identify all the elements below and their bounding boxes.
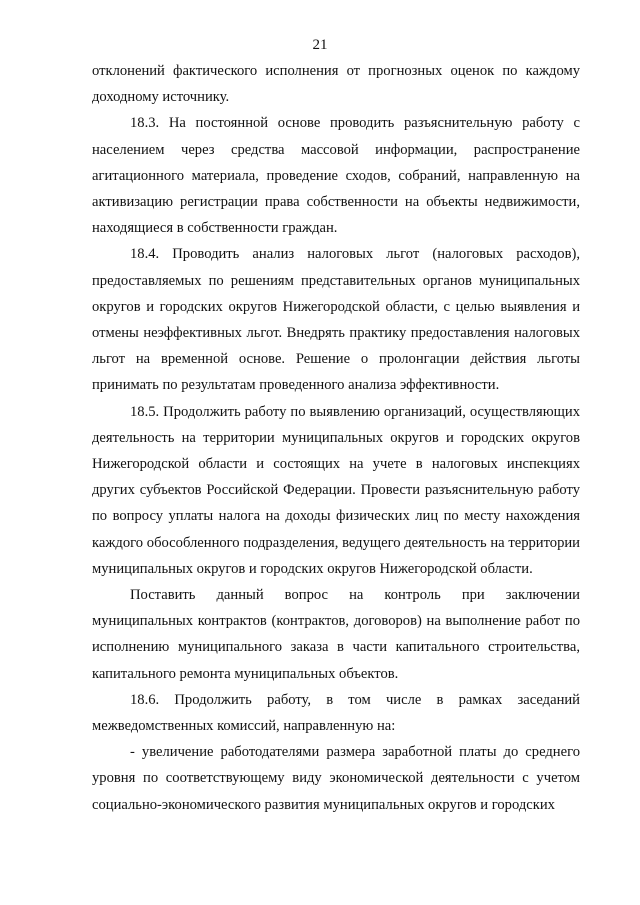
paragraph-1: отклонений фактического исполнения от прогнозных оценок по каждому доходному источнику. xyxy=(92,63,580,106)
page-number: 21 xyxy=(312,37,328,53)
paragraph-2: 18.3. На постоянной основе проводить разъяснительную работу с населением через средства массовой информации, распространение агитационного материала, проведение сходов, собраний, направленную на активизацию регистрации права собственности на объекты недвижимости, находящиеся в собственности граждан. xyxy=(92,115,580,237)
paragraph-3: 18.4. Проводить анализ налоговых льгот (налоговых расходов), предоставляемых по решениям представительных органов муниципальных округов и городских округов Нижегородской области, с целью выявления и отмены неэффективных льгот. Внедрять практику предоставления налоговых льгот на временной основе. Решение о пролонгации действия льготы принимать по результатам проведенного анализа эффективности. xyxy=(92,246,580,394)
paragraph-7: - увеличение работодателями размера заработной платы до среднего уровня по соответствующему виду экономической деятельности с учетом социально-экономического развития муниципальных округов и городских xyxy=(92,744,580,813)
paragraph-5: Поставить данный вопрос на контроль при заключении муниципальных контрактов (контрактов, договоров) на выполнение работ по исполнению муниципального заказа в части капитального строительства, капитального ремонта муниципальных объектов. xyxy=(92,587,580,682)
paragraph-6: 18.6. Продолжить работу, в том числе в рамках заседаний межведомственных комиссий, направленную на: xyxy=(92,691,580,735)
paragraph-4: 18.5. Продолжить работу по выявлению организаций, осуществляющих деятельность на территории муниципальных округов и городских округов Нижегородской области и состоящих на учете в налоговых инспекциях других субъектов Российской Федерации. Провести разъяснительную работу по вопросу уплаты налога на доходы физических лиц по месту нахождения каждого обособленного подразделения, ведущего деятельность на территории муниципальных округов и городских округов Нижегородской области. xyxy=(92,403,580,577)
document-body xyxy=(92,58,580,818)
